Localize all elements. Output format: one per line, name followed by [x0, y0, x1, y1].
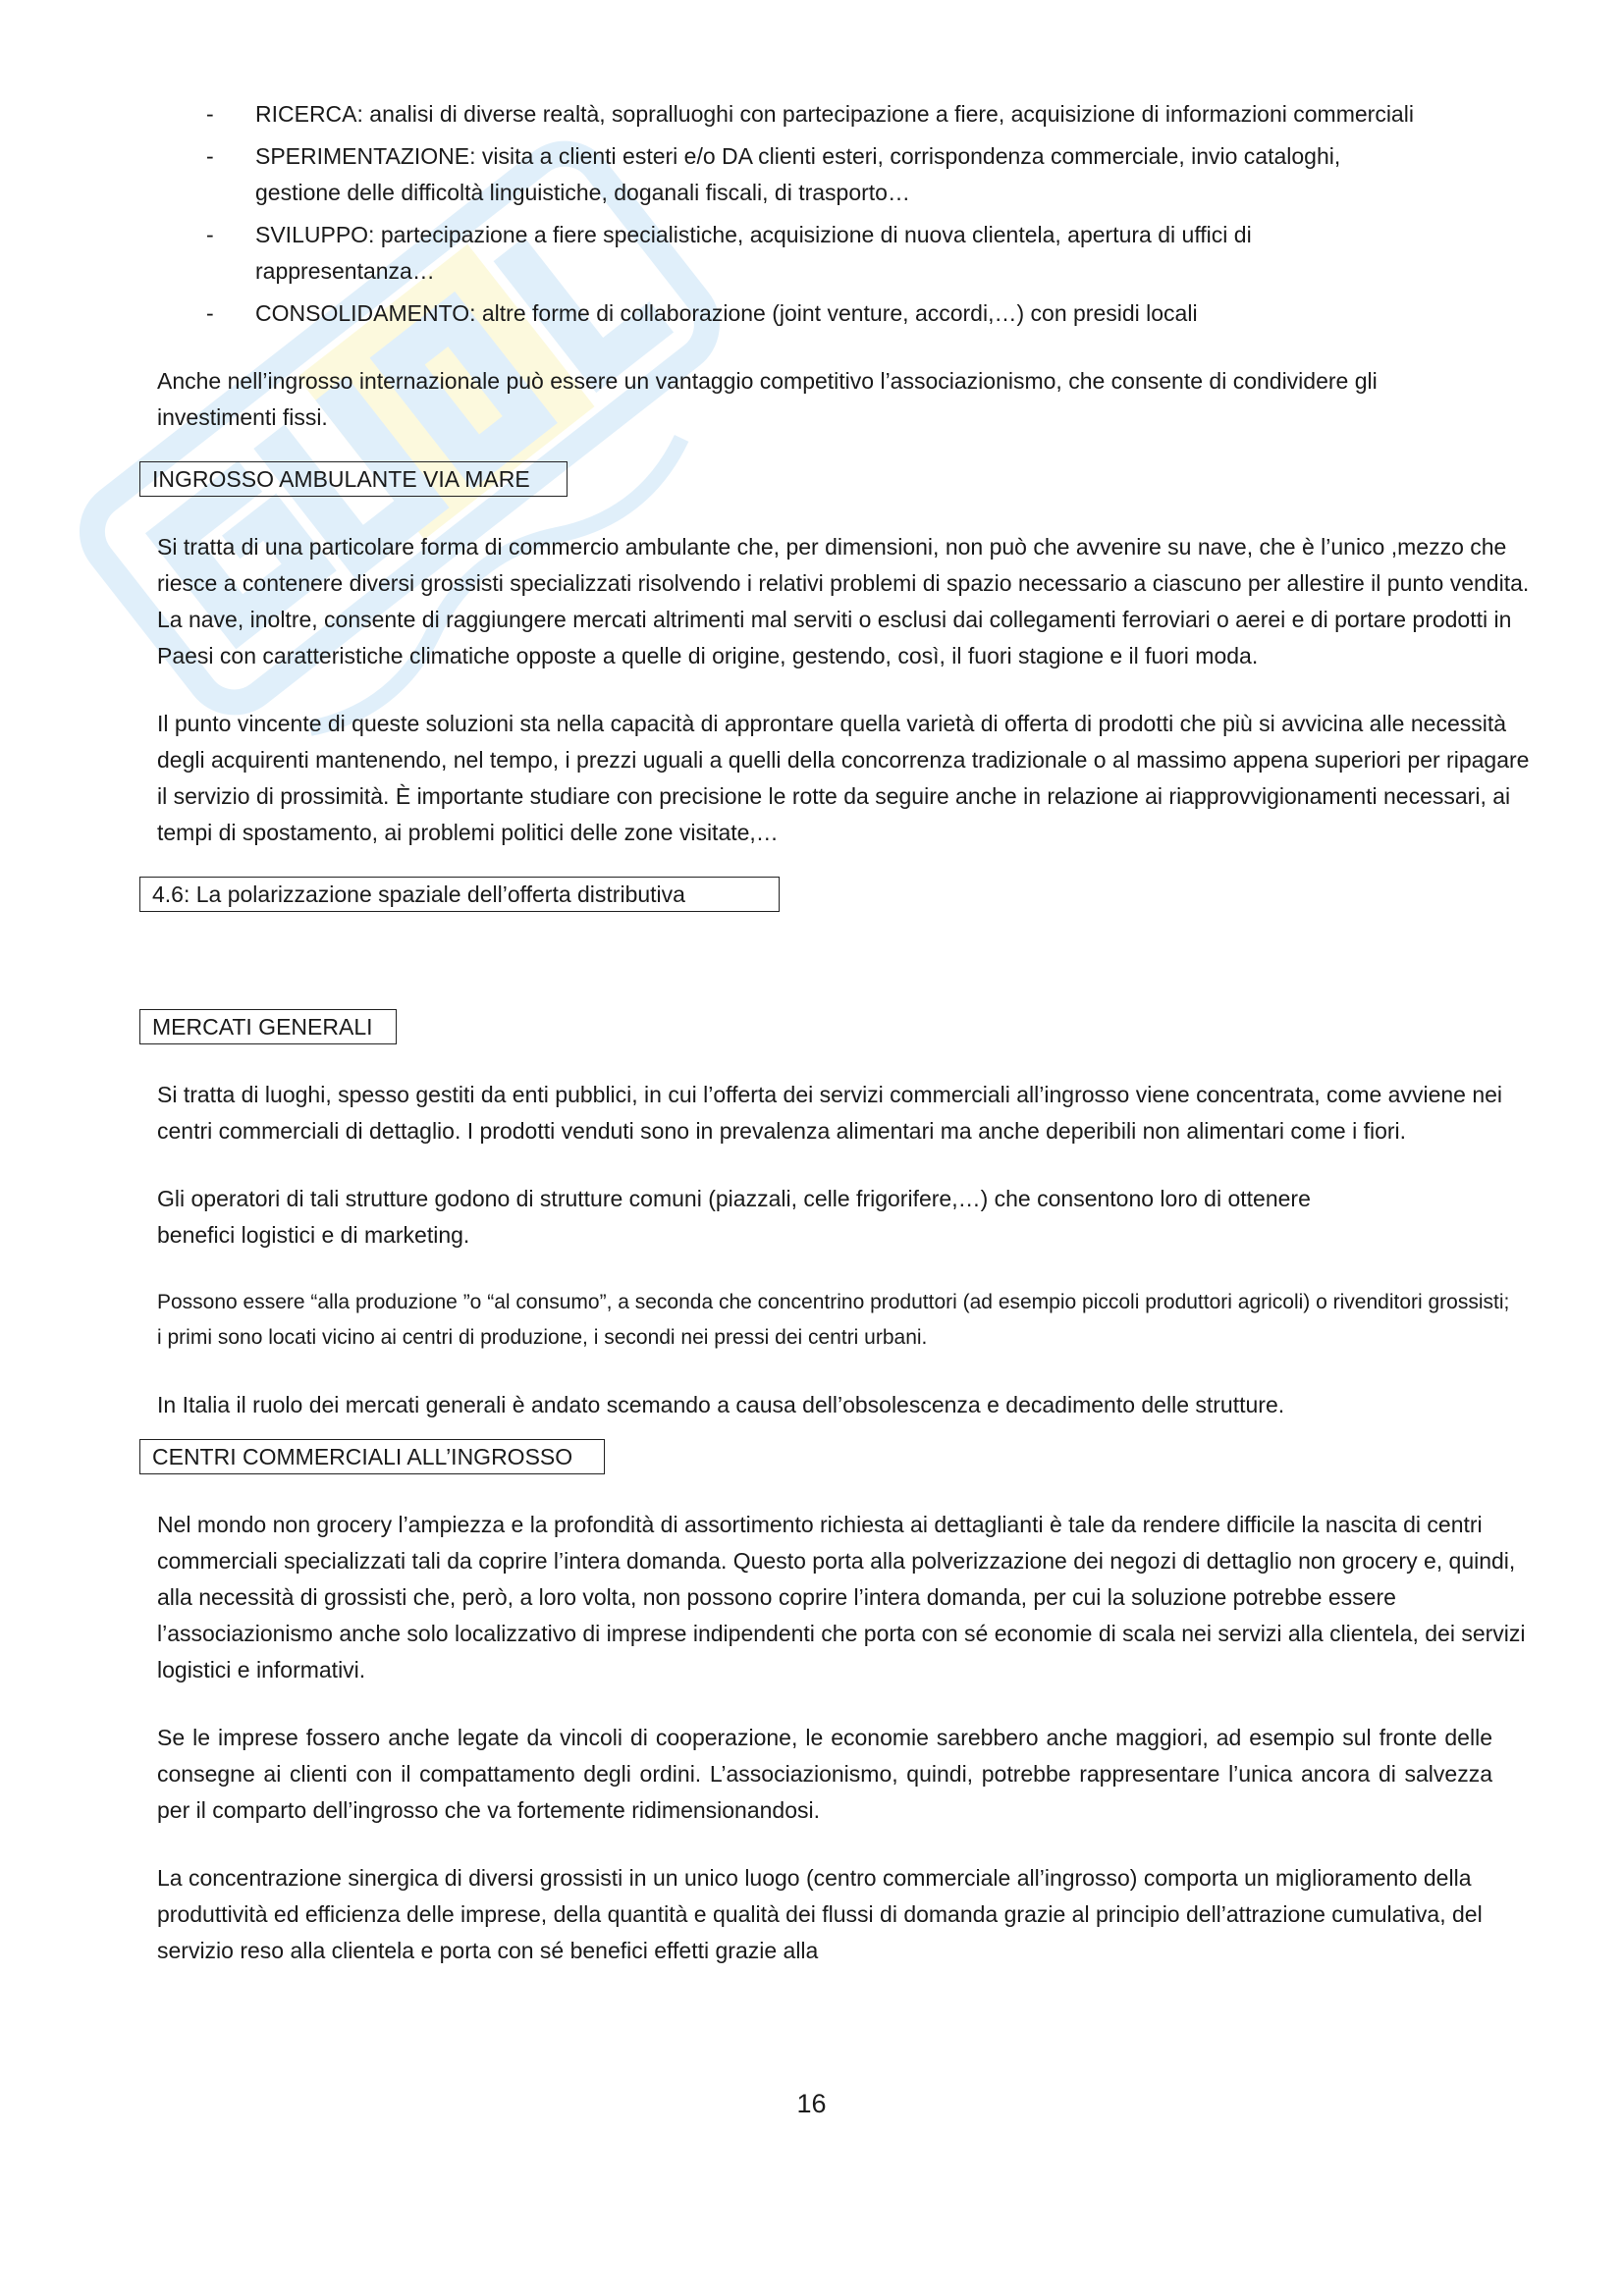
- page-content: [152, 96, 1532, 1969]
- paragraph-mercati-2: Gli operatori di tali strutture godono di strutture comuni (piazzali, celle frigorifere,…) che consentono loro di ottenere benefici logistici e di marketing.: [157, 1186, 1311, 1248]
- paragraph-associazionismo: Anche nell’ingrosso internazionale può essere un vantaggio competitivo l’associazionismo, che consente di condividere gli investimenti fissi.: [157, 368, 1378, 430]
- heading-mercati-generali: MERCATI GENERALI: [139, 1009, 397, 1044]
- list-item-text: CONSOLIDAMENTO: altre forme di collaborazione (joint venture, accordi,…) con presidi locali: [255, 300, 1198, 326]
- section-heading-wrap: [152, 461, 1532, 498]
- bullet-list: [157, 96, 1532, 332]
- paragraph-centri-3: La concentrazione sinergica di diversi grossisti in un unico luogo (centro commerciale all’ingrosso) comporta un miglioramento della produttività ed efficienza delle imprese, della quantità e qualità dei flussi di domanda grazie al principio dell’attrazione cumulativa, del servizio reso alla clientela e porta con sé benefici effetti grazie alla: [157, 1865, 1483, 1963]
- section-heading-wrap: [152, 877, 1532, 913]
- paragraph-mercati-1: Si tratta di luoghi, spesso gestiti da enti pubblici, in cui l’offerta dei servizi commerciali all’ingrosso viene concentrata, come avviene nei centri commerciali di dettaglio. I prodotti venduti sono in prevalenza alimentari ma anche deperibili non alimentari come i fiori.: [157, 1082, 1503, 1144]
- list-item-text: RICERCA: analisi di diverse realtà, sopralluoghi con partecipazione a fiere, acquisizione di informazioni commerciali: [255, 101, 1414, 127]
- section-heading-wrap: [152, 1009, 1532, 1045]
- bullet-dash: -: [206, 222, 214, 247]
- heading-polarizzazione: 4.6: La polarizzazione spaziale dell’offerta distributiva: [139, 877, 780, 912]
- bullet-dash: -: [206, 101, 214, 127]
- list-item: [157, 295, 1532, 332]
- paragraph-centri-2: Se le imprese fossero anche legate da vincoli di cooperazione, le economie sarebbero anche maggiori, ad esempio sul fronte delle consegne ai clienti con il compattamento degli ordini. L’associazionismo, quindi, potrebbe rappresentare l’unica ancora di salvezza per il comparto dell’ingrosso che va fortemente ridimensionandosi.: [157, 1725, 1492, 1823]
- bullet-dash: -: [206, 143, 214, 169]
- list-item: [157, 138, 1532, 211]
- section-heading-wrap: [152, 1439, 1532, 1475]
- list-item-text: SVILUPPO: partecipazione a fiere specialistiche, acquisizione di nuova clientela, apertura di uffici di rappresentanza…: [255, 222, 1252, 284]
- heading-ingrosso-ambulante: INGROSSO AMBULANTE VIA MARE: [139, 461, 568, 497]
- list-item-text: SPERIMENTAZIONE: visita a clienti esteri e/o DA clienti esteri, corrispondenza commerciale, invio cataloghi, gestione delle difficoltà linguistiche, doganali fiscali, di trasporto…: [255, 143, 1341, 205]
- heading-centri-commerciali: CENTRI COMMERCIALI ALL’INGROSSO: [139, 1439, 605, 1474]
- list-item: [157, 96, 1532, 133]
- bullet-dash: -: [206, 300, 214, 326]
- paragraph-centri-1: Nel mondo non grocery l’ampiezza e la profondità di assortimento richiesta ai dettaglianti è tale da rendere difficile la nascita di centri commerciali specializzati tali da coprire l’intera domanda. Questo porta alla polverizzazione dei negozi di dettaglio non grocery e, quindi, alla necessità di grossisti che, però, a loro volta, non possono coprire l’intera domanda, per cui la soluzione potrebbe essere l’associazionismo anche solo localizzativo di imprese indipendenti che porta con sé economie di scala nei servizi alla clientela, dei servizi logistici e informativi.: [157, 1512, 1526, 1682]
- list-item: [157, 217, 1532, 290]
- page-number: 16: [796, 2089, 827, 2118]
- paragraph-ambulante-1: Si tratta di una particolare forma di commercio ambulante che, per dimensioni, non può che avvenire su nave, che è l’unico ,mezzo che riesce a contenere diversi grossisti specializzati risolvendo i relativi problemi di spazio necessario a ciascuno per allestire il punto vendita. La nave, inoltre, consente di raggiungere mercati altrimenti mal serviti o esclusi dai collegamenti ferroviari o aerei e di portare prodotti in Paesi con caratteristiche climatiche opposte a quelle di origine, gestendo, così, il fuori stagione e il fuori moda.: [157, 534, 1530, 668]
- paragraph-mercati-4: In Italia il ruolo dei mercati generali è andato scemando a causa dell’obsolescenza e decadimento delle strutture.: [157, 1392, 1285, 1417]
- paragraph-mercati-3: Possono essere “alla produzione ”o “al consumo”, a seconda che concentrino produttori (ad esempio piccoli produttori agricoli) o rivenditori grossisti; i primi sono locati vicino ai centri di produzione, i secondi nei pressi dei centri urbani.: [157, 1291, 1510, 1349]
- paragraph-ambulante-2: Il punto vincente di queste soluzioni sta nella capacità di approntare quella varietà di offerta di prodotti che più si avvicina alle necessità degli acquirenti mantenendo, nel tempo, i prezzi uguali a quelli della concorrenza tradizionale o al massimo appena superiori per ripagare il servizio di prossimità. È importante studiare con precisione le rotte da seguire anche in relazione ai riapprovvigionamenti necessari, ai tempi di spostamento, ai problemi politici delle zone visitate,…: [157, 711, 1530, 845]
